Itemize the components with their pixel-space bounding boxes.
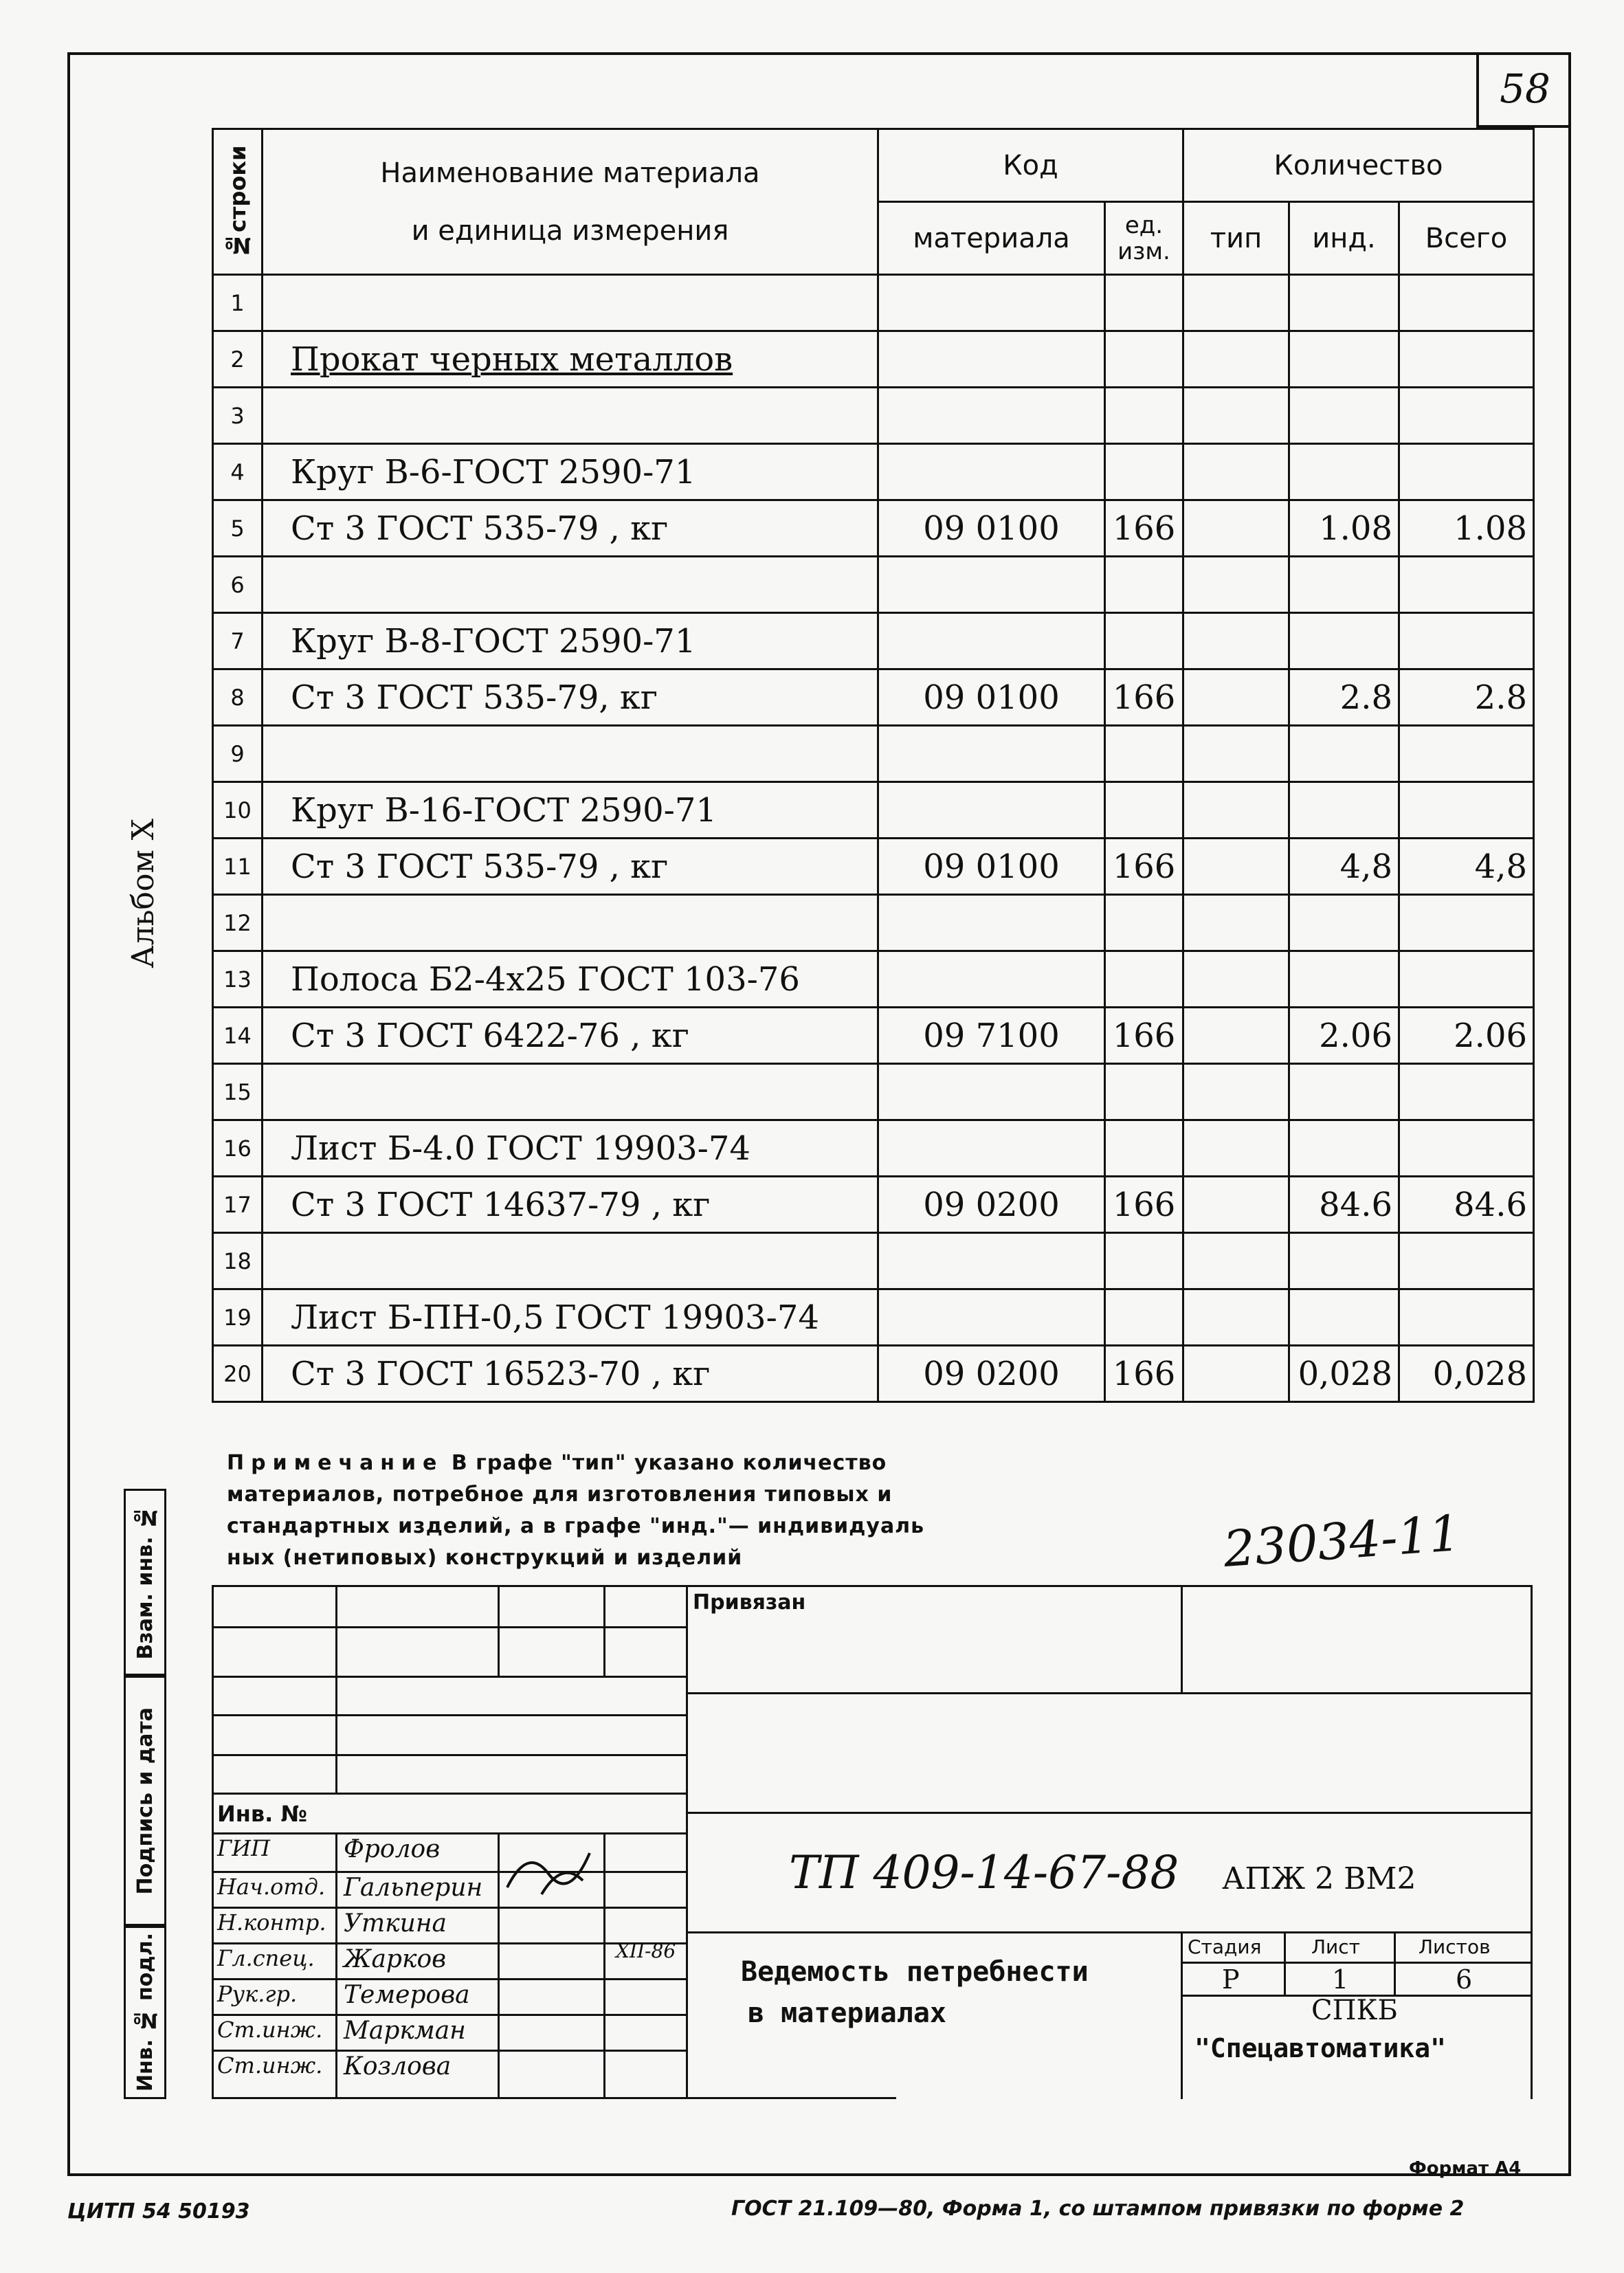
row-number: 5 xyxy=(213,500,263,557)
qty-ind xyxy=(1289,557,1399,613)
org-line2: "Спецавтоматика" xyxy=(1194,2033,1447,2063)
row-number: 17 xyxy=(213,1177,263,1233)
org-line1: СПКБ xyxy=(1311,1995,1398,2026)
table-row xyxy=(213,1289,1534,1346)
material-name xyxy=(263,895,878,951)
unit-code xyxy=(1105,1233,1183,1289)
table-row xyxy=(213,1177,1534,1233)
qty-type xyxy=(1183,839,1289,895)
row-number: 7 xyxy=(213,613,263,669)
unit-code xyxy=(1105,388,1183,444)
material-code: 09 0200 xyxy=(878,1346,1105,1402)
stage-value: Р xyxy=(1222,1964,1240,1995)
qty-ind: 2.8 xyxy=(1289,669,1399,726)
unit-code xyxy=(1105,444,1183,500)
qty-total xyxy=(1399,1289,1534,1346)
material-name: Круг В-8-ГОСТ 2590-71 xyxy=(263,613,878,669)
qty-total: 2.06 xyxy=(1399,1008,1534,1064)
qty-ind xyxy=(1289,1233,1399,1289)
note-line3: стандартных изделий, а в графе "инд."— индивидуаль xyxy=(227,1514,925,1538)
material-code xyxy=(878,951,1105,1008)
table-row xyxy=(213,557,1534,613)
unit-code: 166 xyxy=(1105,669,1183,726)
qty-type xyxy=(1183,331,1289,388)
material-code: 09 0100 xyxy=(878,839,1105,895)
row-number: 1 xyxy=(213,275,263,331)
qty-total: 1.08 xyxy=(1399,500,1534,557)
material-code xyxy=(878,726,1105,782)
qty-ind xyxy=(1289,895,1399,951)
table-row xyxy=(213,275,1534,331)
qty-ind xyxy=(1289,1064,1399,1120)
row-number: 16 xyxy=(213,1120,263,1177)
qty-ind xyxy=(1289,1289,1399,1346)
qty-type xyxy=(1183,557,1289,613)
material-code xyxy=(878,388,1105,444)
qty-ind: 0,028 xyxy=(1289,1346,1399,1402)
material-code: 09 0100 xyxy=(878,500,1105,557)
qty-type xyxy=(1183,1233,1289,1289)
qty-type xyxy=(1183,951,1289,1008)
material-code xyxy=(878,782,1105,839)
material-code: 09 7100 xyxy=(878,1008,1105,1064)
doc-code: ТП 409-14-67-88 xyxy=(789,1846,1179,1899)
material-name xyxy=(263,388,878,444)
signature-frolov xyxy=(500,1832,603,1904)
unit-code xyxy=(1105,613,1183,669)
material-name xyxy=(263,1233,878,1289)
side-inv: Инв. № подл. xyxy=(124,1926,166,2099)
material-code xyxy=(878,1233,1105,1289)
row-number: 10 xyxy=(213,782,263,839)
header-total: Всего xyxy=(1399,202,1534,275)
person-role: Нач.отд. xyxy=(217,1874,326,1900)
row-number: 3 xyxy=(213,388,263,444)
person-name: Козлова xyxy=(344,2052,452,2081)
side-podpis: Подпись и дата xyxy=(124,1676,166,1926)
unit-code: 166 xyxy=(1105,500,1183,557)
row-number: 20 xyxy=(213,1346,263,1402)
privyazan-label: Привязан xyxy=(693,1590,806,1615)
qty-total xyxy=(1399,951,1534,1008)
unit-code xyxy=(1105,726,1183,782)
person-role: ГИП xyxy=(217,1835,270,1861)
note-title: Примечание xyxy=(227,1451,444,1475)
sheet-number: 58 xyxy=(1476,52,1571,128)
material-code xyxy=(878,895,1105,951)
sheets-label: Листов xyxy=(1419,1936,1491,1958)
table-row xyxy=(213,1064,1534,1120)
person-role: Ст.инж. xyxy=(217,2017,323,2043)
qty-total xyxy=(1399,275,1534,331)
person-role: Н.контр. xyxy=(217,1909,326,1936)
row-number: 13 xyxy=(213,951,263,1008)
qty-ind xyxy=(1289,782,1399,839)
qty-type xyxy=(1183,895,1289,951)
note-line4: ных (нетиповых) конструкций и изделий xyxy=(227,1546,743,1570)
row-number: 2 xyxy=(213,331,263,388)
qty-total: 2.8 xyxy=(1399,669,1534,726)
qty-type xyxy=(1183,1177,1289,1233)
table-row xyxy=(213,1120,1534,1177)
material-code xyxy=(878,331,1105,388)
row-number: 4 xyxy=(213,444,263,500)
table-row xyxy=(213,669,1534,726)
material-code xyxy=(878,1120,1105,1177)
material-name xyxy=(263,1064,878,1120)
material-name: Ст 3 ГОСТ 14637-79 , кг xyxy=(263,1177,878,1233)
qty-type xyxy=(1183,1289,1289,1346)
unit-code xyxy=(1105,557,1183,613)
header-ind: инд. xyxy=(1289,202,1399,275)
row-number: 14 xyxy=(213,1008,263,1064)
date-stamp: XII-86 xyxy=(616,1940,676,1962)
material-name xyxy=(263,275,878,331)
qty-ind xyxy=(1289,613,1399,669)
material-name: Лист Б-ПН-0,5 ГОСТ 19903-74 xyxy=(263,1289,878,1346)
note-line2: материалов, потребное для изготовления типовых и xyxy=(227,1483,893,1507)
footer-right: ГОСТ 21.109—80, Форма 1, со штампом привязки по форме 2 xyxy=(731,2197,1465,2221)
title-block xyxy=(212,1585,1533,2099)
qty-type xyxy=(1183,500,1289,557)
material-name xyxy=(263,726,878,782)
unit-code xyxy=(1105,1289,1183,1346)
material-name: Круг В-6-ГОСТ 2590-71 xyxy=(263,444,878,500)
material-name xyxy=(263,557,878,613)
qty-total xyxy=(1399,557,1534,613)
unit-code xyxy=(1105,331,1183,388)
table-row xyxy=(213,1346,1534,1402)
qty-type xyxy=(1183,613,1289,669)
person-name: Жарков xyxy=(344,1945,447,1973)
unit-code: 166 xyxy=(1105,1346,1183,1402)
qty-ind xyxy=(1289,275,1399,331)
sheet-value: 1 xyxy=(1332,1964,1349,1995)
qty-total xyxy=(1399,1064,1534,1120)
person-role: Ст.инж. xyxy=(217,2052,323,2078)
stage-label: Стадия xyxy=(1188,1936,1262,1958)
qty-ind xyxy=(1289,388,1399,444)
material-name: Ст 3 ГОСТ 16523-70 , кг xyxy=(263,1346,878,1402)
unit-code: 166 xyxy=(1105,1177,1183,1233)
table-row xyxy=(213,500,1534,557)
material-code: 09 0200 xyxy=(878,1177,1105,1233)
row-number: 11 xyxy=(213,839,263,895)
qty-total: 0,028 xyxy=(1399,1346,1534,1402)
qty-ind xyxy=(1289,1120,1399,1177)
qty-total xyxy=(1399,388,1534,444)
title-line1: Ведемость петребнести xyxy=(741,1956,1089,1988)
qty-type xyxy=(1183,275,1289,331)
materials-table xyxy=(212,128,1535,1403)
material-code xyxy=(878,275,1105,331)
row-number: 12 xyxy=(213,895,263,951)
qty-type xyxy=(1183,1346,1289,1402)
note-line1: В графе "тип" указано количество xyxy=(443,1451,887,1475)
row-number: 18 xyxy=(213,1233,263,1289)
qty-total xyxy=(1399,895,1534,951)
unit-code xyxy=(1105,275,1183,331)
person-name: Маркман xyxy=(344,2017,466,2045)
qty-total xyxy=(1399,726,1534,782)
person-name: Гальперин xyxy=(344,1874,483,1902)
table-row xyxy=(213,782,1534,839)
material-name: Круг В-16-ГОСТ 2590-71 xyxy=(263,782,878,839)
table-row xyxy=(213,951,1534,1008)
row-number: 19 xyxy=(213,1289,263,1346)
table-row xyxy=(213,331,1534,388)
person-name: Темерова xyxy=(344,1981,470,2009)
album-label xyxy=(122,811,164,976)
unit-code: 166 xyxy=(1105,839,1183,895)
material-code xyxy=(878,613,1105,669)
material-code: 09 0100 xyxy=(878,669,1105,726)
qty-type xyxy=(1183,1120,1289,1177)
material-name: Ст 3 ГОСТ 535-79, кг xyxy=(263,669,878,726)
footer-left: ЦИТП 54 50193 xyxy=(67,2199,250,2224)
table-row xyxy=(213,1233,1534,1289)
material-name: Ст 3 ГОСТ 535-79 , кг xyxy=(263,839,878,895)
material-name: Лист Б-4.0 ГОСТ 19903-74 xyxy=(263,1120,878,1177)
qty-total xyxy=(1399,1233,1534,1289)
qty-type xyxy=(1183,669,1289,726)
qty-total xyxy=(1399,613,1534,669)
unit-code xyxy=(1105,1064,1183,1120)
header-code: Код xyxy=(878,129,1183,202)
qty-type xyxy=(1183,388,1289,444)
header-unit: ед. изм. xyxy=(1105,202,1183,275)
person-role: Гл.спец. xyxy=(217,1945,315,1971)
table-row xyxy=(213,895,1534,951)
qty-ind: 84.6 xyxy=(1289,1177,1399,1233)
doc-suffix: АПЖ 2 ВМ2 xyxy=(1222,1861,1416,1896)
qty-ind xyxy=(1289,444,1399,500)
table-row xyxy=(213,613,1534,669)
qty-ind xyxy=(1289,331,1399,388)
person-name: Фролов xyxy=(344,1835,441,1863)
header-row-no: №строки xyxy=(213,129,263,275)
qty-total xyxy=(1399,1120,1534,1177)
header-qty: Количество xyxy=(1183,129,1534,202)
material-code xyxy=(878,557,1105,613)
unit-code xyxy=(1105,951,1183,1008)
material-code xyxy=(878,444,1105,500)
qty-total: 4,8 xyxy=(1399,839,1534,895)
person-role: Рук.гр. xyxy=(217,1981,298,2007)
table-row xyxy=(213,726,1534,782)
material-name: Ст 3 ГОСТ 535-79 , кг xyxy=(263,500,878,557)
table-row xyxy=(213,444,1534,500)
unit-code: 166 xyxy=(1105,1008,1183,1064)
title-line2: в материалах xyxy=(748,1997,946,2029)
unit-code xyxy=(1105,1120,1183,1177)
album-label-text: Альбом X xyxy=(125,819,161,968)
qty-total xyxy=(1399,331,1534,388)
qty-total xyxy=(1399,444,1534,500)
row-number: 8 xyxy=(213,669,263,726)
qty-ind: 2.06 xyxy=(1289,1008,1399,1064)
row-number: 15 xyxy=(213,1064,263,1120)
sheets-value: 6 xyxy=(1456,1964,1473,1995)
header-type: тип xyxy=(1183,202,1289,275)
note xyxy=(227,1448,1120,1574)
material-name: Полоса Б2-4х25 ГОСТ 103-76 xyxy=(263,951,878,1008)
table-row xyxy=(213,1008,1534,1064)
qty-type xyxy=(1183,1064,1289,1120)
header-material: материала xyxy=(878,202,1105,275)
qty-type xyxy=(1183,444,1289,500)
unit-code xyxy=(1105,782,1183,839)
qty-type xyxy=(1183,1008,1289,1064)
qty-ind xyxy=(1289,951,1399,1008)
qty-ind: 1.08 xyxy=(1289,500,1399,557)
qty-type xyxy=(1183,726,1289,782)
side-vzam: Взам. инв. № xyxy=(124,1489,166,1676)
inv-no-label: Инв. № xyxy=(217,1801,307,1827)
qty-total xyxy=(1399,782,1534,839)
header-name: Наименование материала и единица измерения xyxy=(263,129,878,275)
material-code xyxy=(878,1064,1105,1120)
table-row xyxy=(213,839,1534,895)
material-code xyxy=(878,1289,1105,1346)
format-label: Формат А4 xyxy=(1409,2158,1522,2179)
material-name: Прокат черных металлов xyxy=(263,331,878,388)
qty-ind: 4,8 xyxy=(1289,839,1399,895)
material-name: Ст 3 ГОСТ 6422-76 , кг xyxy=(263,1008,878,1064)
qty-type xyxy=(1183,782,1289,839)
handwritten-number: 23034-11 xyxy=(1221,1504,1462,1578)
sheet-label: Лист xyxy=(1311,1936,1360,1958)
table-row xyxy=(213,388,1534,444)
qty-total: 84.6 xyxy=(1399,1177,1534,1233)
unit-code xyxy=(1105,895,1183,951)
row-number: 6 xyxy=(213,557,263,613)
person-name: Уткина xyxy=(344,1909,447,1938)
row-number: 9 xyxy=(213,726,263,782)
qty-ind xyxy=(1289,726,1399,782)
